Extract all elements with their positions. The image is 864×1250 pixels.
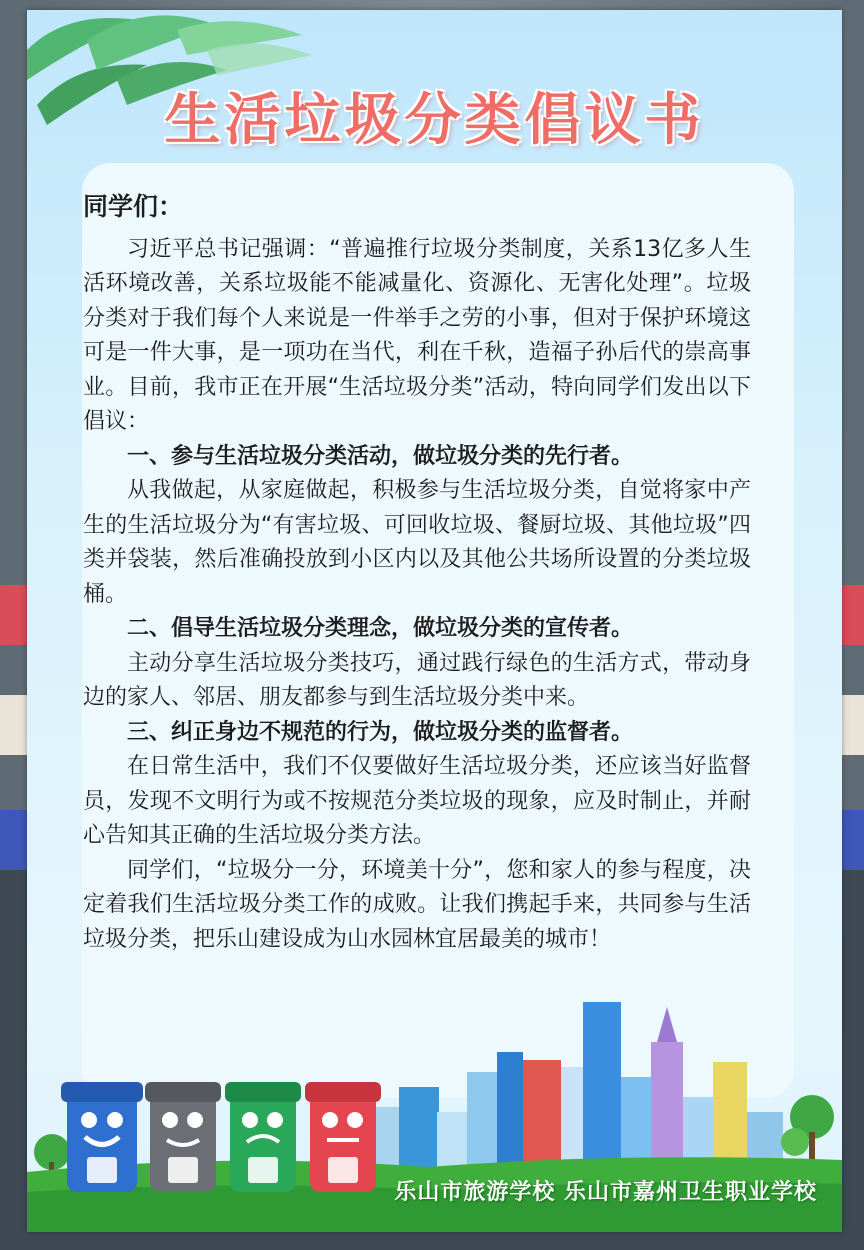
bin-other	[145, 1082, 221, 1192]
proposal-body	[83, 190, 751, 957]
section-1-body: 从我做起，从家庭做起，积极参与生活垃圾分类，自觉将家中产生的生活垃圾分为“有害垃圾、可回收垃圾、餐厨垃圾、其他垃圾”四类并袋装，然后准确投放到小区内以及其他公共场所设置的分类垃圾桶。	[83, 478, 751, 607]
section-2-body: 主动分享生活垃圾分类技巧，通过践行绿色的生活方式，带动身边的家人、邻居、朋友都参与到生活垃圾分类中来。	[83, 650, 751, 710]
bin-hazardous	[305, 1082, 381, 1192]
section-3-heading: 三、纠正身边不规范的行为，做垃圾分类的监督者。	[127, 719, 634, 745]
section-1-heading: 一、参与生活垃圾分类活动，做垃圾分类的先行者。	[127, 443, 634, 469]
bin-recyclable	[61, 1082, 143, 1192]
section-3-body: 在日常生活中，我们不仅要做好生活垃圾分类，还应该当好监督员，发现不文明行为或不按规范分类垃圾的现象，应及时制止，并耐心告知其正确的生活垃圾分类方法。	[83, 754, 751, 848]
salutation: 同学们：	[83, 192, 184, 221]
intro-paragraph: 习近平总书记强调：“普遍推行垃圾分类制度，关系13亿多人生活环境改善，关系垃圾能不能减量化、资源化、无害化处理”。垃圾分类对于我们每个人来说是一件举手之劳的小事，但对于保护环境这可是一件大事，是一项功在当代，利在千秋，造福子孙后代的崇高事业。目前，我市正在开展“生活垃圾分类”活动，特向同学们发出以下倡议：	[83, 236, 751, 434]
closing-paragraph: 同学们，“垃圾分一分，环境美十分”，您和家人的参与程度，决定着我们生活垃圾分类工作的成败。让我们携起手来，共同参与生活垃圾分类，把乐山建设成为山水园林宜居最美的城市！	[83, 857, 751, 952]
section-2-heading: 二、倡导生活垃圾分类理念，做垃圾分类的宣传者。	[127, 616, 634, 641]
bin-kitchen	[225, 1082, 301, 1192]
footer-schools: 乐山市旅游学校 乐山市嘉州卫生职业学校	[394, 1180, 817, 1205]
poster-title: 生活垃圾分类倡议书	[164, 88, 705, 153]
